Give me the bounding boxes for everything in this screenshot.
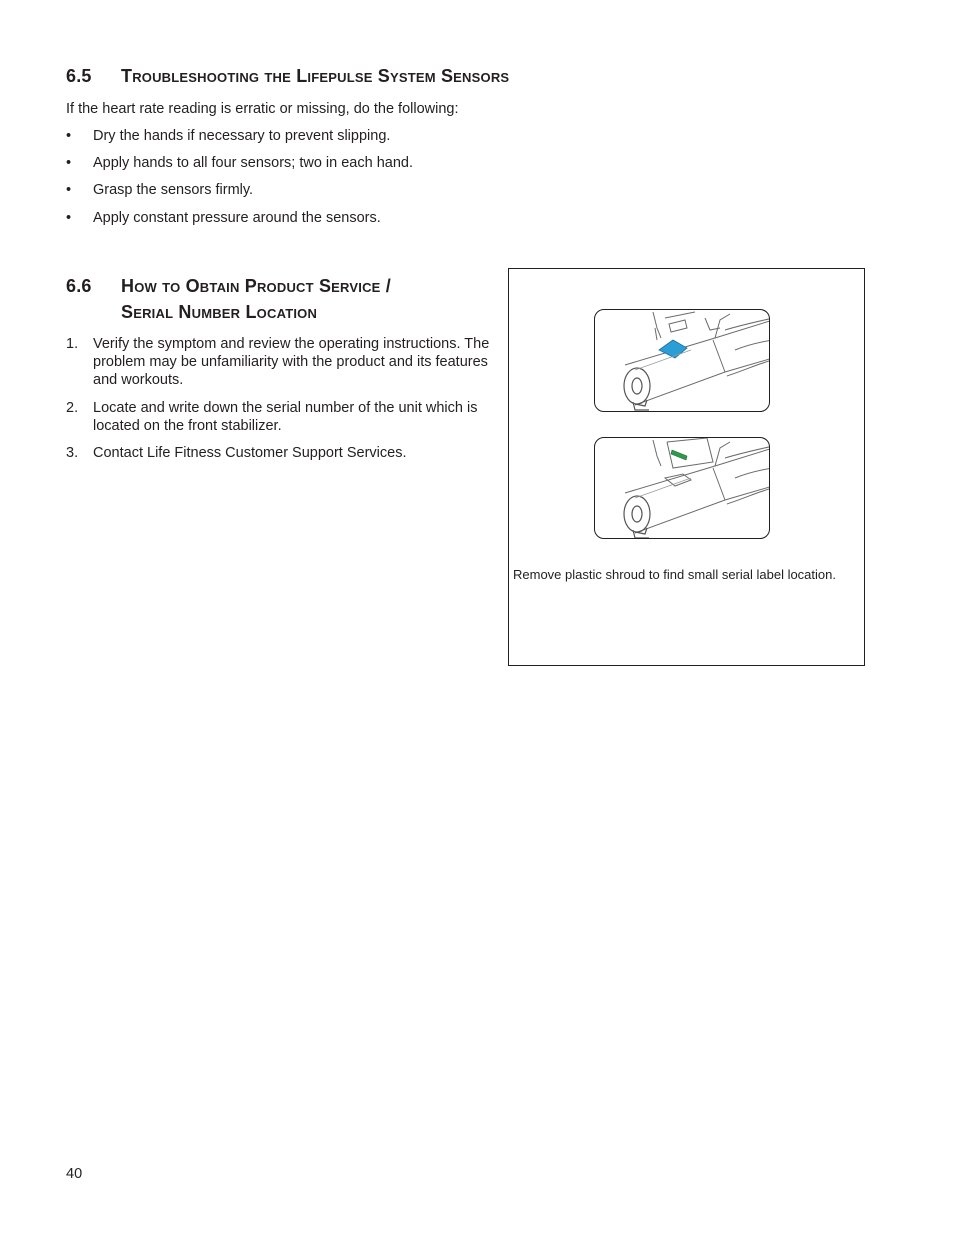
step-number: 3. bbox=[66, 445, 79, 461]
figure-caption: Remove plastic shroud to find small serial label location. bbox=[513, 567, 836, 582]
bullet-marker: • bbox=[66, 128, 72, 144]
section-title-line1: How to Obtain Product Service / bbox=[121, 276, 391, 296]
section-title: Troubleshooting the Lifepulse System Sensors bbox=[121, 66, 510, 86]
section-number: 6.5 bbox=[66, 66, 92, 86]
list-item bbox=[66, 335, 506, 389]
step-text: Verify the symptom and review the operating instructions. The problem may be unfamiliarity with the product and its features and workouts. bbox=[93, 336, 490, 388]
stabilizer-shroud-drawing bbox=[595, 310, 769, 411]
stabilizer-shroud-illustration bbox=[594, 309, 770, 412]
list-item bbox=[66, 444, 506, 462]
list-item-text: Apply constant pressure around the sensors. bbox=[93, 210, 381, 226]
list-item bbox=[66, 399, 506, 435]
section-6-5-intro: If the heart rate reading is erratic or missing, do the following: bbox=[66, 101, 459, 117]
list-item-text: Apply hands to all four sensors; two in each hand. bbox=[93, 155, 413, 171]
bullet-marker: • bbox=[66, 210, 72, 226]
section-title-line2: Serial Number Location bbox=[121, 302, 318, 322]
bullet-marker: • bbox=[66, 155, 72, 171]
serial-label-drawing bbox=[595, 438, 769, 538]
section-number: 6.6 bbox=[66, 276, 92, 296]
serial-label-illustration bbox=[594, 437, 770, 539]
list-item-text: Grasp the sensors firmly. bbox=[93, 182, 254, 198]
section-6-5-heading bbox=[66, 63, 509, 89]
step-number: 2. bbox=[66, 400, 79, 416]
bullet-marker: • bbox=[66, 182, 72, 198]
step-text: Locate and write down the serial number of the unit which is located on the front stabilizer. bbox=[93, 400, 478, 434]
step-number: 1. bbox=[66, 336, 79, 352]
section-6-6-heading bbox=[66, 273, 391, 325]
page-number: 40 bbox=[66, 1166, 83, 1182]
step-text: Contact Life Fitness Customer Support Services. bbox=[93, 445, 407, 461]
list-item-text: Dry the hands if necessary to prevent slipping. bbox=[93, 128, 391, 144]
